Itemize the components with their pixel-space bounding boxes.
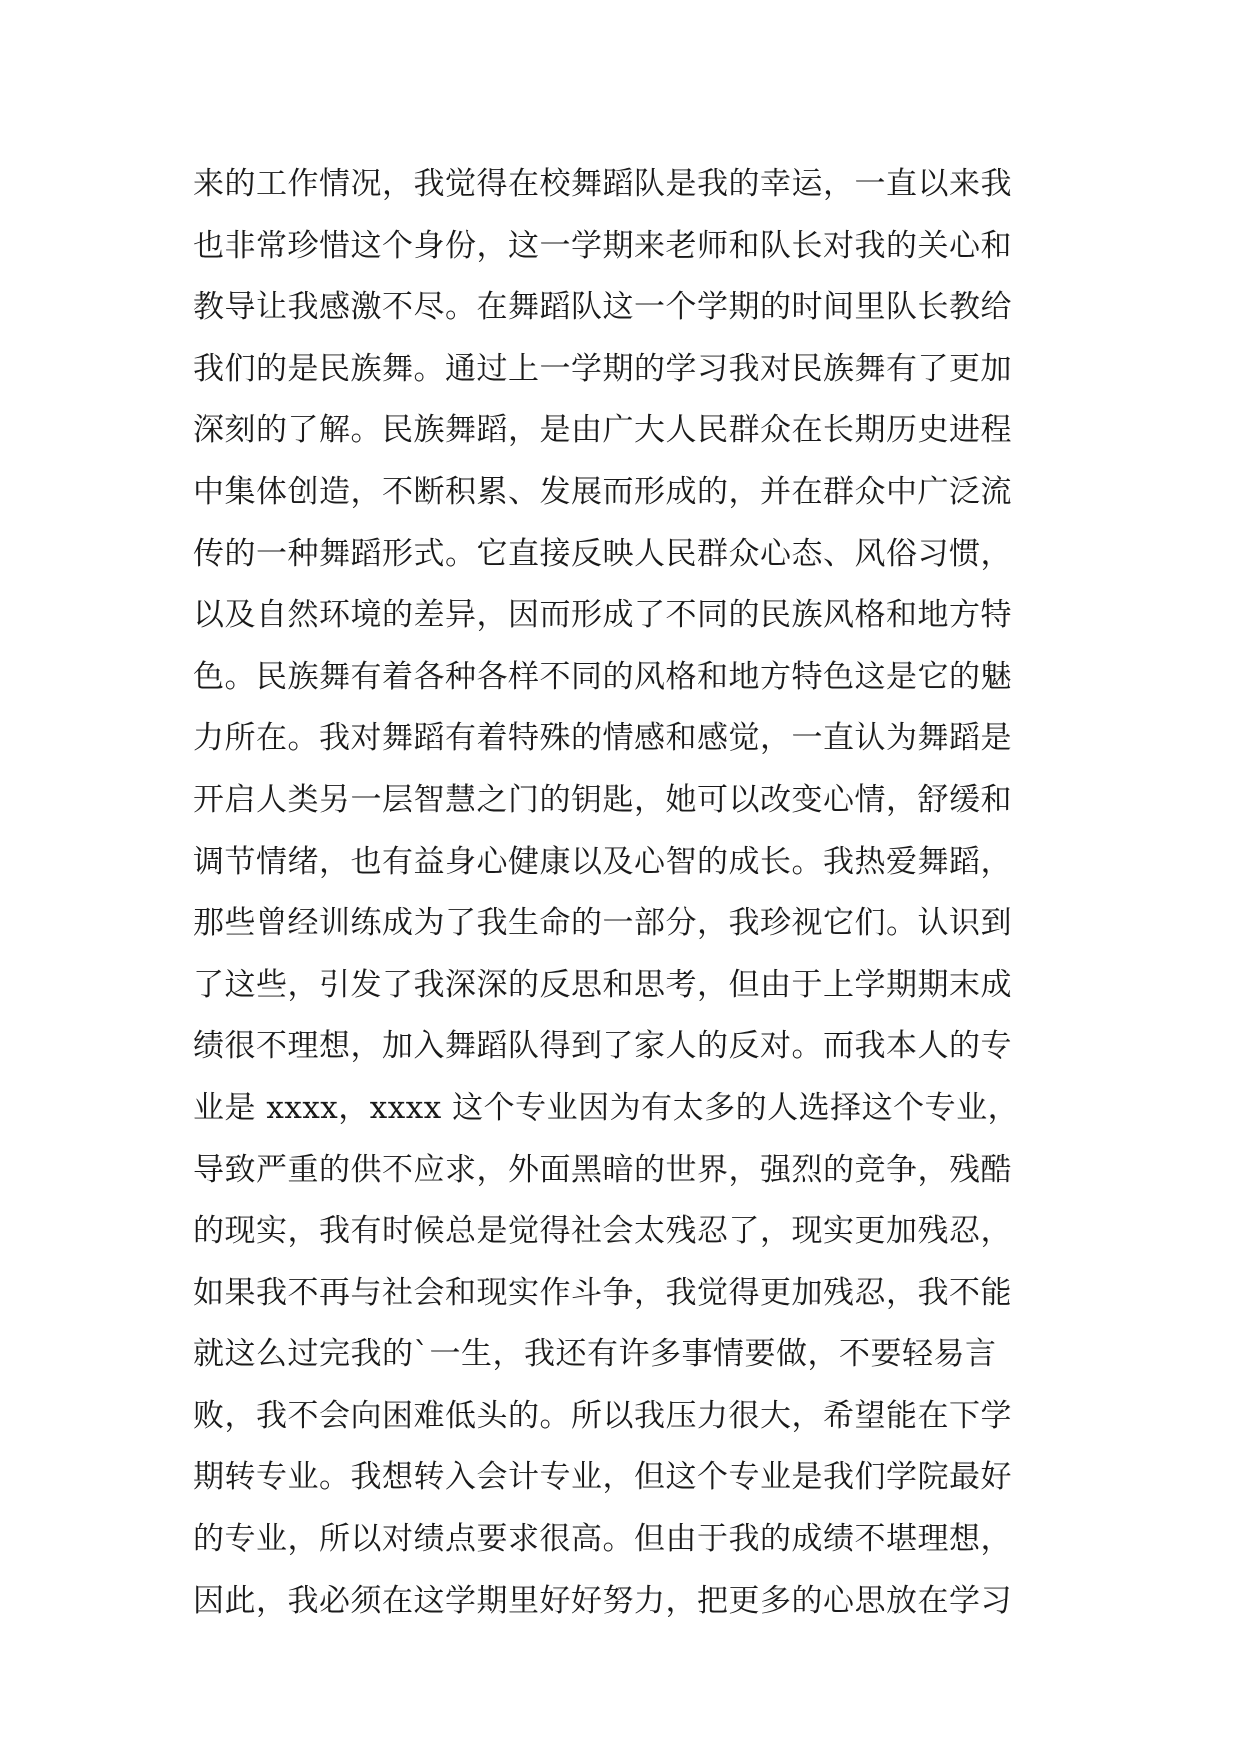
- text-line: 如果我不再与社会和现实作斗争，我觉得更加残忍，我不能: [193, 1274, 1012, 1311]
- text-line: 力所在。我对舞蹈有着特殊的情感和感觉，一直认为舞蹈是: [193, 720, 1012, 757]
- text-line: 调节情绪，也有益身心健康以及心智的成长。我热爱舞蹈，: [193, 843, 1012, 880]
- text-line: 绩很不理想，加入舞蹈队得到了家人的反对。而我本人的专: [193, 1028, 1012, 1065]
- text-line: 的现实，我有时候总是觉得社会太残忍了，现实更加残忍，: [193, 1213, 1012, 1250]
- text-line: 那些曾经训练成为了我生命的一部分，我珍视它们。认识到: [193, 905, 1012, 942]
- text-line: 教导让我感激不尽。在舞蹈队这一个学期的时间里队长教给: [193, 289, 1012, 326]
- text-line: 导致严重的供不应求，外面黑暗的世界，强烈的竞争，残酷: [193, 1151, 1012, 1188]
- text-line: 就这么过完我的`一生，我还有许多事情要做，不要轻易言: [193, 1336, 997, 1373]
- text-line: 了这些，引发了我深深的反思和思考，但由于上学期期末成: [193, 966, 1012, 1003]
- text-line: 因此，我必须在这学期里好好努力，把更多的心思放在学习: [193, 1582, 1012, 1619]
- text-line: 开启人类另一层智慧之门的钥匙，她可以改变心情，舒缓和: [193, 781, 1012, 818]
- text-line: 传的一种舞蹈形式。它直接反映人民群众心态、风俗习惯，: [193, 535, 1012, 572]
- text-line: 也非常珍惜这个身份，这一学期来老师和队长对我的关心和: [193, 227, 1012, 264]
- text-line: 色。民族舞有着各种各样不同的风格和地方特色这是它的魅: [193, 658, 1012, 695]
- text-line: 期转专业。我想转入会计专业，但这个专业是我们学院最好: [193, 1459, 1012, 1496]
- body-text: [193, 154, 1073, 1632]
- text-line: 深刻的了解。民族舞蹈，是由广大人民群众在长期历史进程: [193, 412, 1012, 449]
- text-line: 以及自然环境的差异，因而形成了不同的民族风格和地方特: [193, 597, 1012, 634]
- text-line: 我们的是民族舞。通过上一学期的学习我对民族舞有了更加: [193, 350, 1012, 387]
- text-line: 来的工作情况，我觉得在校舞蹈队是我的幸运，一直以来我: [193, 166, 1012, 202]
- text-line: 业是 xxxx，xxxx 这个专业因为有太多的人选择这个专业，: [193, 1089, 1020, 1126]
- text-line: 中集体创造，不断积累、发展而形成的，并在群众中广泛流: [193, 473, 1012, 510]
- text-line: 败，我不会向困难低头的。所以我压力很大，希望能在下学: [193, 1397, 1012, 1434]
- text-line: 的专业，所以对绩点要求很高。但由于我的成绩不堪理想，: [193, 1521, 1012, 1558]
